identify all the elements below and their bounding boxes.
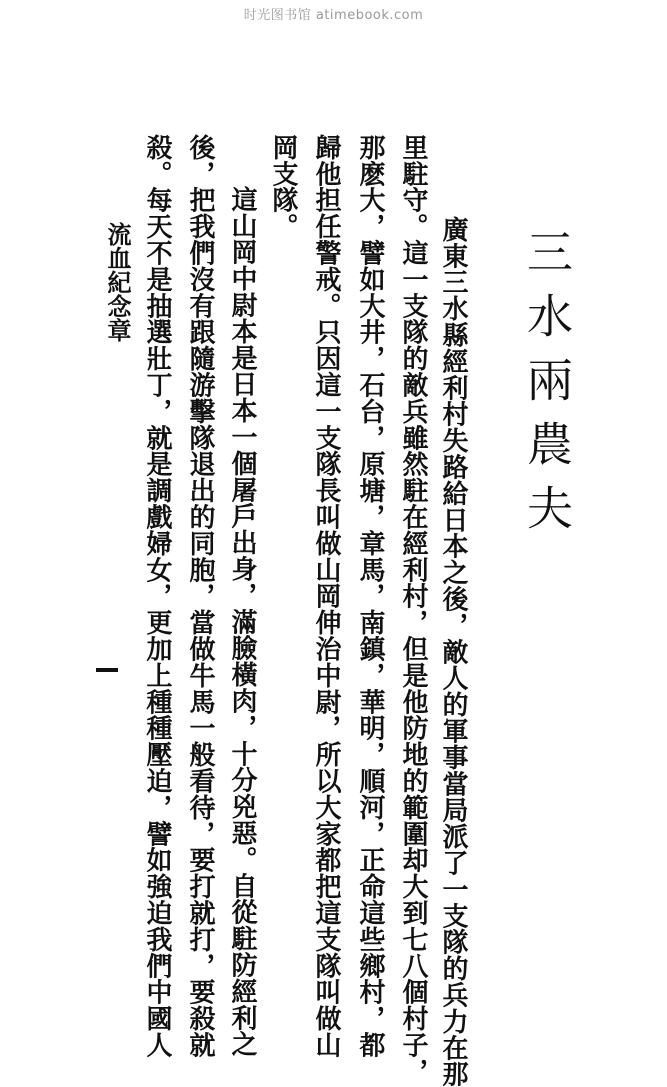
text-column-4: 歸他担任警戒。只因這一支隊長叫做山岡伸治中尉，所以大家都把這支隊叫做山 (311, 134, 341, 1058)
page-title: 三水兩農夫 (520, 228, 574, 548)
text-column-5: 岡支隊。 (268, 134, 298, 240)
text-column-1: 廣東三水縣經利村失路給日本之後，敵人的軍事當局派了一支隊的兵力在那 (438, 216, 468, 1087)
text-column-3: 那麽大，譬如大井，石台，原塘，章馬，南鎮，華明，順河，正命這些鄉村，都 (355, 134, 385, 1058)
text-column-2: 里駐守。這一支隊的敵兵雖然駐在經利村，但是他防地的範圍却大到七八個村子， (398, 134, 428, 1085)
text-column-7: 後，把我們沒有跟隨游擊隊退出的同胞，當做牛馬一般看待，要打就打，要殺就 (185, 134, 215, 1058)
watermark: 时光图书馆 atimebook.com (243, 8, 424, 23)
text-column-8: 殺。每天不是抽選壯丁，就是調戲婦女，更加上種種壓迫，譬如強迫我們中國人 (142, 134, 172, 1058)
text-column-6: 這山岡中尉本是日本一個屠戶出身，滿臉橫肉，十分兇惡。自從駐防經利之 (227, 186, 257, 1058)
page-number (96, 668, 118, 672)
running-footer-title: 流血紀念章 (103, 222, 132, 342)
